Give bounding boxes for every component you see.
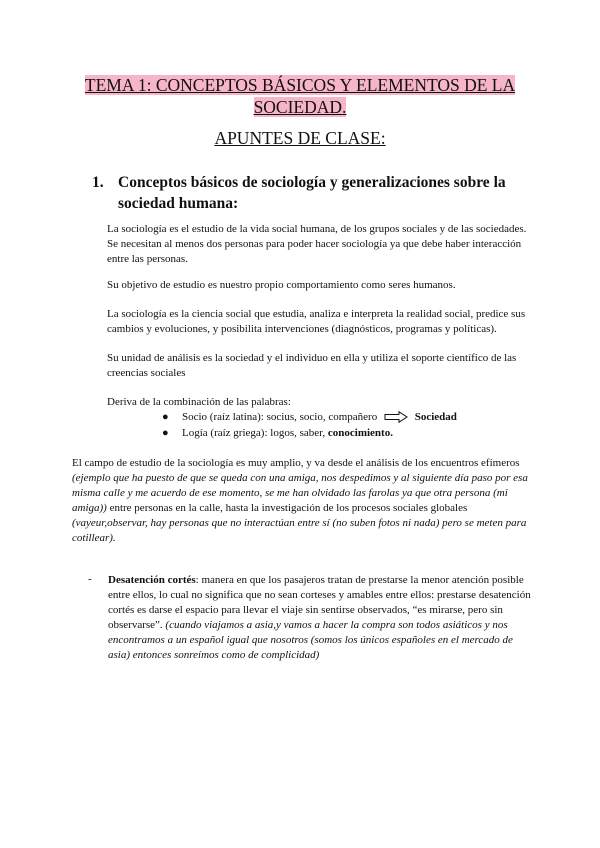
term-result: Sociedad [414, 411, 457, 423]
bullet-dot-icon: ● [162, 427, 169, 439]
example-note: (ejemplo que ha puesto de que se queda con una amiga, nos despedimos y al siguiente día paso por esa misma calle y me acuerdo de ese momento, se me han olvidado las farolas ya que otra persona (mi amiga)) [72, 472, 528, 514]
section-number: 1. [92, 174, 104, 191]
example-note: (cuando viajamos a asia,y vamos a hacer la compra son todos asiáticos y nos encontramos a un español igual que nosotros (somos los únicos españoles en el mercado de asia) entonces sonreímos como de complicidad) [108, 619, 513, 661]
paragraph-science: La sociología es la ciencia social que estudia, analiza e interpreta la realidad social, predice sus cambios y evoluciones, y posibilita intervenciones (diagnósticos, programas y políticas). [107, 308, 526, 335]
paragraph-definition: La sociología es el estudio de la vida social humana, de los grupos sociales y de las sociedades. Se necesitan al menos dos personas para poder hacer sociología ya que debe haber interacción entre las personas. [107, 223, 527, 265]
paragraph-derivation: Deriva de la combinación de las palabras: [107, 396, 291, 408]
list-dash: - [88, 573, 92, 585]
term-result: conocimiento. [327, 427, 393, 439]
paragraph-field-of-study: El campo de estudio de la sociología es muy amplio, y va desde el análisis de los encuentros efímeros (ejemplo que ha puesto de que se queda con una amiga, nos despedimos y al siguiente día paso por esa misma calle y me acuerdo de ese momento, se me han olvidado las farolas ya que otra persona (mi amiga)) entre personas en la calle, hasta la investigación de los procesos sociales globales (vayeur,observar, hay personas que no interactúan entre sí (no suben fotos ni nada) pero se meten para cotillear). [72, 457, 528, 544]
paragraph-unit: Su unidad de análisis es la sociedad y el individuo en ella y utiliza el soporte científico de las creencias sociales [107, 352, 517, 379]
paragraph-objective: Su objetivo de estudio es nuestro propio comportamiento como seres humanos. [107, 279, 456, 291]
document-title: TEMA 1: CONCEPTOS BÁSICOS Y ELEMENTOS DE LA SOCIEDAD. [84, 75, 516, 117]
section-heading-text: Conceptos básicos de sociología y generalizaciones sobre la sociedad humana: [118, 174, 506, 212]
term-desatencion: Desatención cortés [108, 574, 196, 586]
paragraph-desatencion: Desatención cortés: manera en que los pasajeros tratan de prestarse la menor atención posible entre ellos, lo cual no significa que no sean corteses y amables entre ellos: prestarse desatención cortés es darse el espacio para llevar el viaje sin sentirse observados, “es mirarse, pero sin observarse”. (cuando viajamos a asia,y vamos a hacer la compra son todos asiáticos y nos encontramos a un español igual que nosotros (somos los únicos españoles en el mercado de asia) entonces sonreímos como de complicidad) [108, 574, 531, 661]
right-arrow-icon [384, 411, 408, 423]
etymology-list [160, 409, 500, 441]
list-item: ● Socio (raíz latina): socius, socio, compañero Sociedad [162, 411, 457, 423]
bullet-dot-icon: ● [162, 411, 169, 423]
list-item: ● Logía (raíz griega): logos, saber, conocimiento. [162, 427, 393, 439]
document-subtitle: APUNTES DE CLASE: [214, 128, 386, 148]
example-note: (vayeur,observar, hay personas que no interactúan entre sí (no suben fotos ni nada) pero se meten para cotillear). [72, 517, 527, 544]
section-heading [92, 172, 518, 214]
